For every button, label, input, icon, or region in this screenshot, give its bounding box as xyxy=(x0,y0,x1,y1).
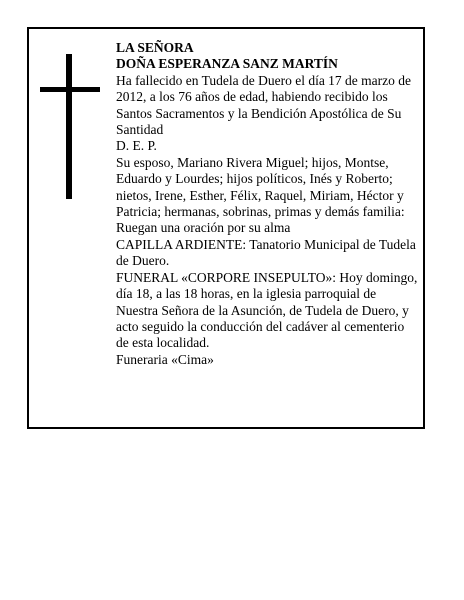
deceased-name: DOÑA ESPERANZA SANZ MARTÍN xyxy=(116,56,338,72)
prayer-request: Ruegan una oración por su alma xyxy=(116,220,291,236)
obituary-text xyxy=(116,40,418,368)
family-list: Su esposo, Mariano Rivera Miguel; hijos, Montse, Eduardo y Lourdes; hijos políticos, Inés y Roberto; nietos, Irene, Esther, Félix, Raquel, Miriam, Héctor y Patricia; hermanas, sobrinas, primas y demás familia: xyxy=(116,154,405,220)
cross-icon xyxy=(40,54,100,199)
death-announcement: Ha fallecido en Tudela de Duero el día 17 de marzo de 2012, a los 76 años de edad, habiendo recibido los Santos Sacramentos y la Bendición Apostólica de Su Santidad xyxy=(116,72,412,138)
cross-vertical-bar xyxy=(66,54,72,199)
chapel-info: CAPILLA ARDIENTE: Tanatorio Municipal de Tudela de Duero. xyxy=(116,236,416,269)
obituary-notice xyxy=(27,27,425,429)
cross-horizontal-bar xyxy=(40,87,100,92)
funeral-home: Funeraria «Cima» xyxy=(116,351,214,367)
obituary-heading: LA SEÑORA xyxy=(116,40,194,55)
funeral-info: FUNERAL «CORPORE INSEPULTO»: Hoy domingo, día 18, a las 18 horas, en la iglesia parroquial de Nuestra Señora de la Asunción, de Tudela de Duero, y acto seguido la conducción del cadáver al cementerio de esta localidad. xyxy=(116,269,418,351)
rip-line: D. E. P. xyxy=(116,138,157,154)
